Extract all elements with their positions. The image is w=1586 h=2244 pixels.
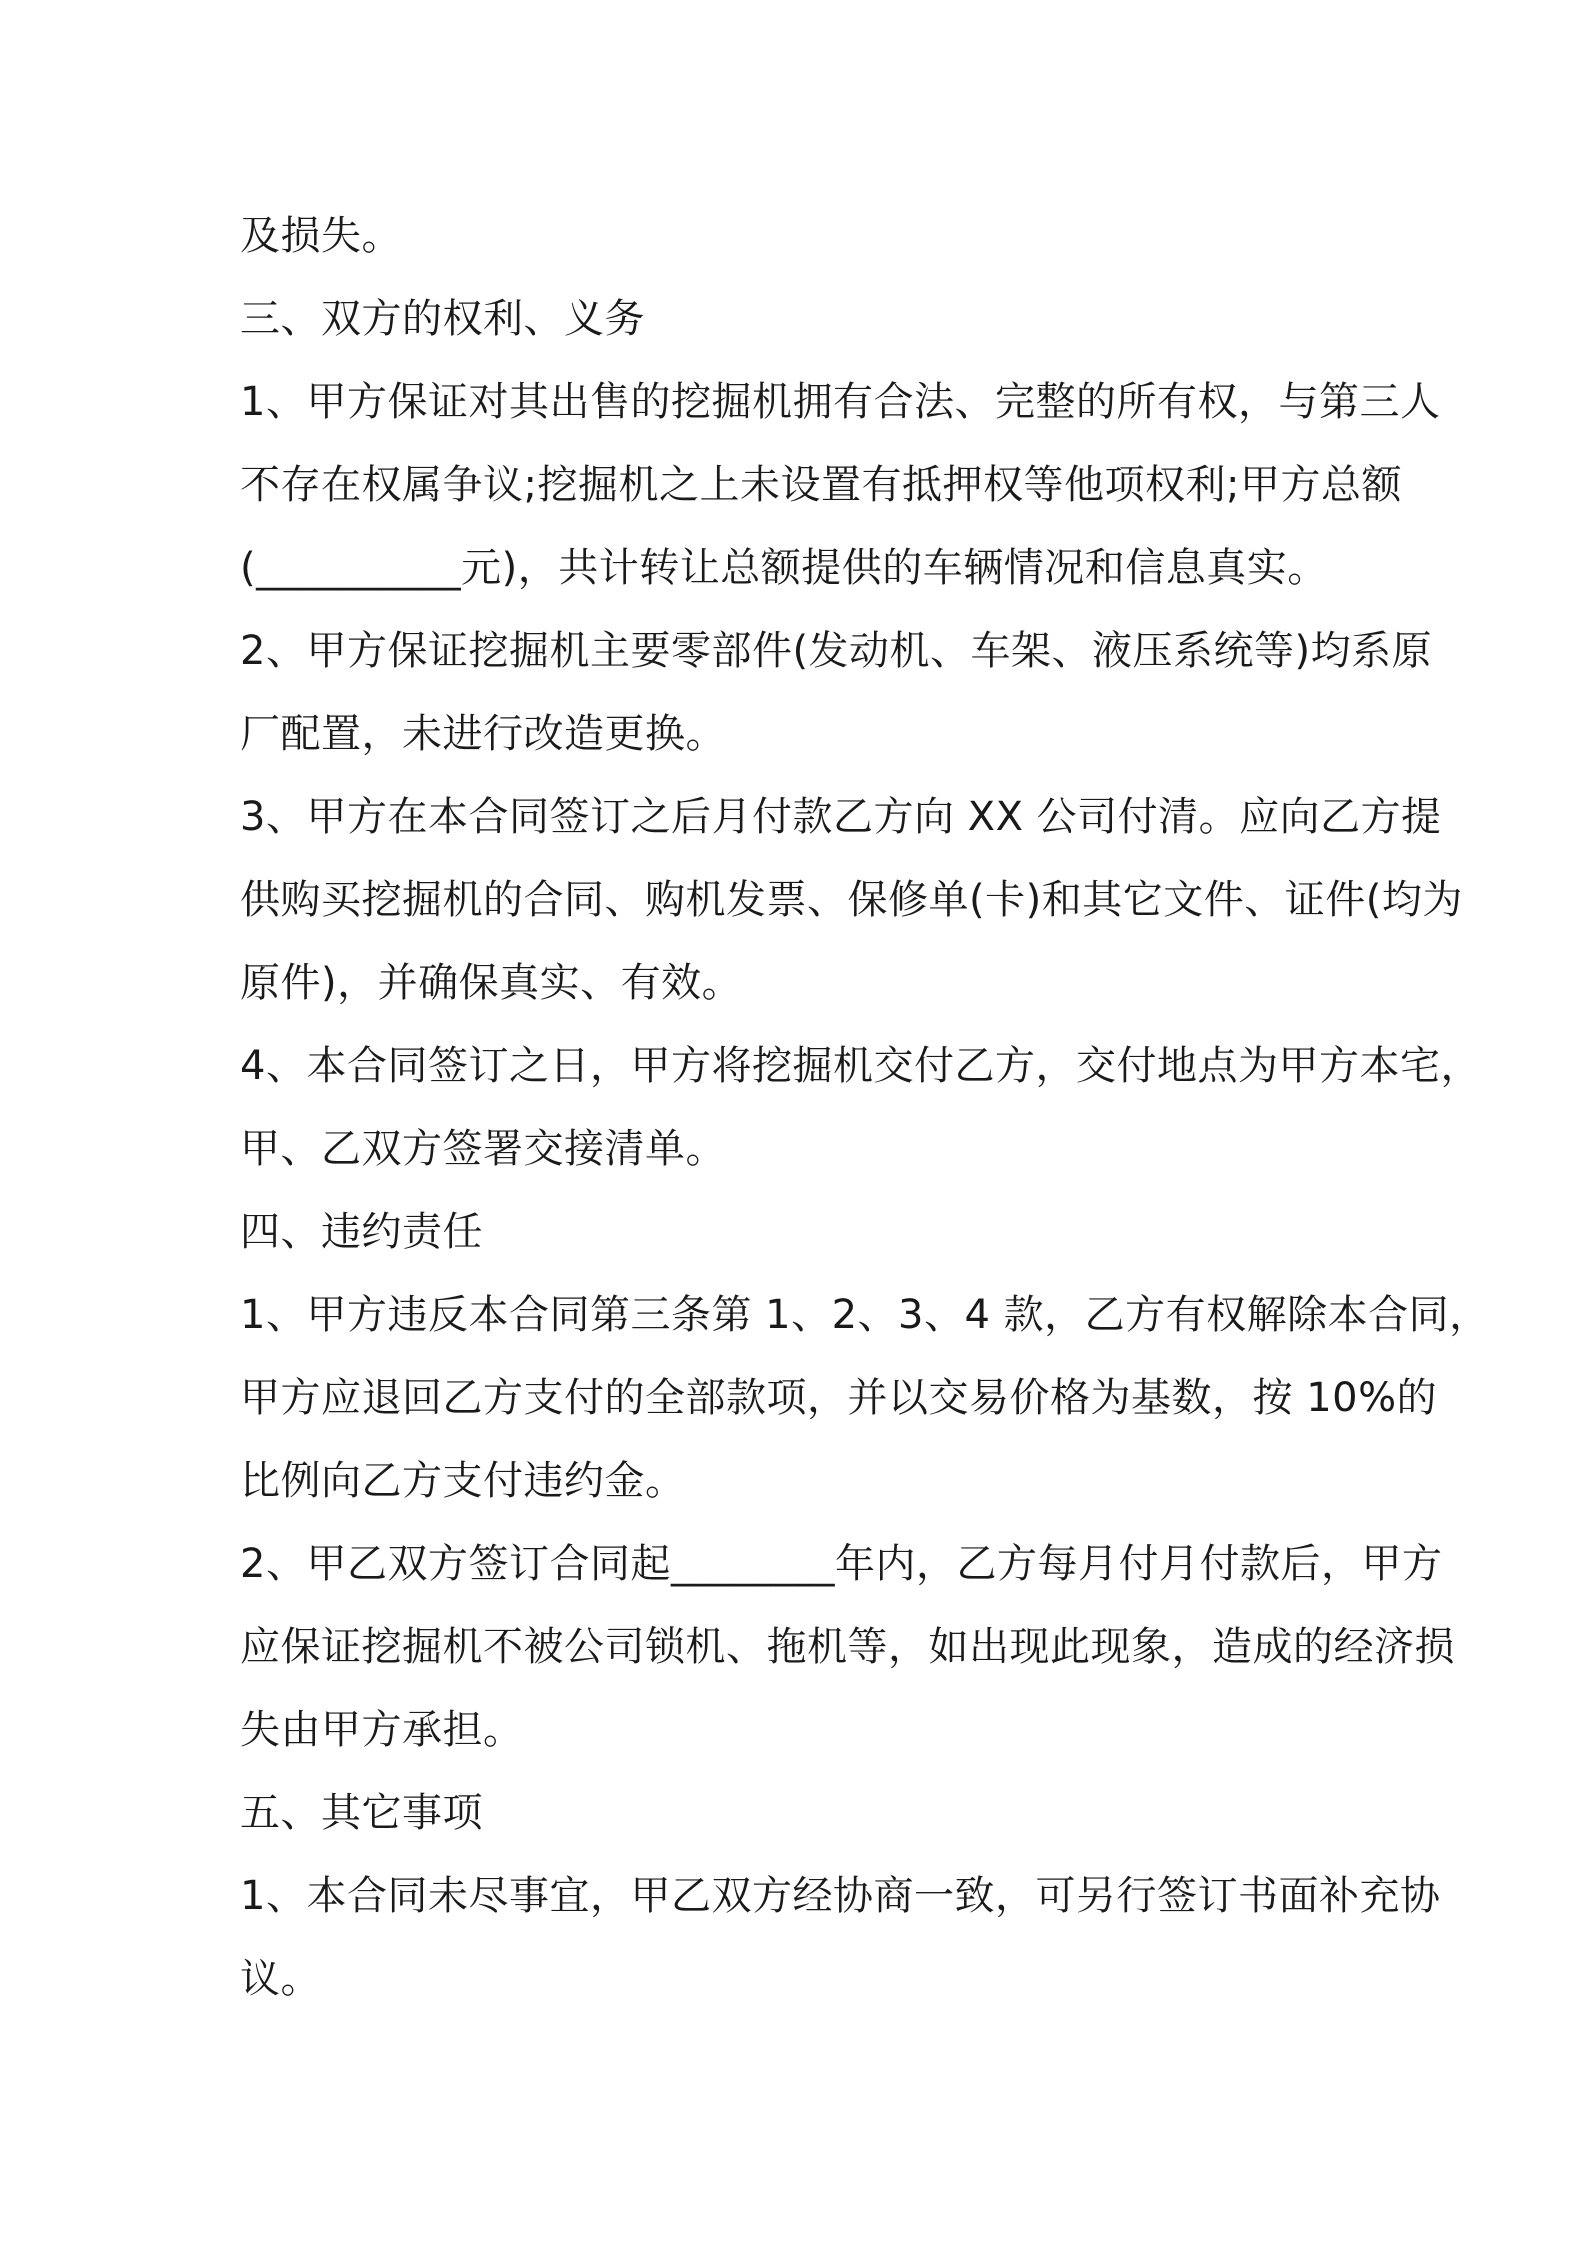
- text-line: 1、甲方违反本合同第三条第 1、2、3、4 款，乙方有权解除本合同，: [240, 1292, 1490, 1338]
- text-line: 厂配置，未进行改造更换。: [240, 711, 726, 757]
- text-line: 应保证挖掘机不被公司锁机、拖机等，如出现此现象，造成的经济损: [240, 1624, 1455, 1670]
- text-line: 2、甲方保证挖掘机主要零部件(发动机、车架、液压系统等)均系原: [240, 628, 1433, 674]
- section-heading: 五、其它事项: [240, 1790, 483, 1836]
- text-line: 4、本合同签订之日，甲方将挖掘机交付乙方，交付地点为甲方本宅，: [240, 1043, 1481, 1089]
- text-line: 甲方应退回乙方支付的全部款项，并以交易价格为基数，按 10%的: [240, 1375, 1438, 1421]
- text-line: 不存在权属争议;挖掘机之上未设置有抵押权等他项权利;甲方总额: [240, 462, 1402, 508]
- text-line: 原件)，并确保真实、有效。: [240, 960, 743, 1006]
- text-line: 及损失。: [240, 213, 402, 259]
- section-heading: 三、双方的权利、义务: [240, 296, 645, 342]
- text-line: 议。: [240, 1956, 321, 2002]
- text-line: 1、甲方保证对其出售的挖掘机拥有合法、完整的所有权，与第三人: [240, 379, 1441, 425]
- text-line: 供购买挖掘机的合同、购机发票、保修单(卡)和其它文件、证件(均为: [240, 877, 1463, 923]
- section-heading: 四、违约责任: [240, 1209, 483, 1255]
- text-line: 2、甲乙双方签订合同起________年内，乙方每月付月付款后，甲方: [240, 1541, 1443, 1587]
- text-line: 失由甲方承担。: [240, 1707, 524, 1753]
- text-line: 1、本合同未尽事宜，甲乙双方经协商一致，可另行签订书面补充协: [240, 1873, 1441, 1919]
- text-line: 甲、乙双方签署交接清单。: [240, 1126, 726, 1172]
- text-line: 比例向乙方支付违约金。: [240, 1458, 686, 1504]
- text-line: 3、甲方在本合同签订之后月付款乙方向 XX 公司付清。应向乙方提: [240, 794, 1442, 840]
- text-line: (__________元)，共计转让总额提供的车辆情况和信息真实。: [240, 545, 1328, 591]
- document-body: [240, 195, 1490, 2021]
